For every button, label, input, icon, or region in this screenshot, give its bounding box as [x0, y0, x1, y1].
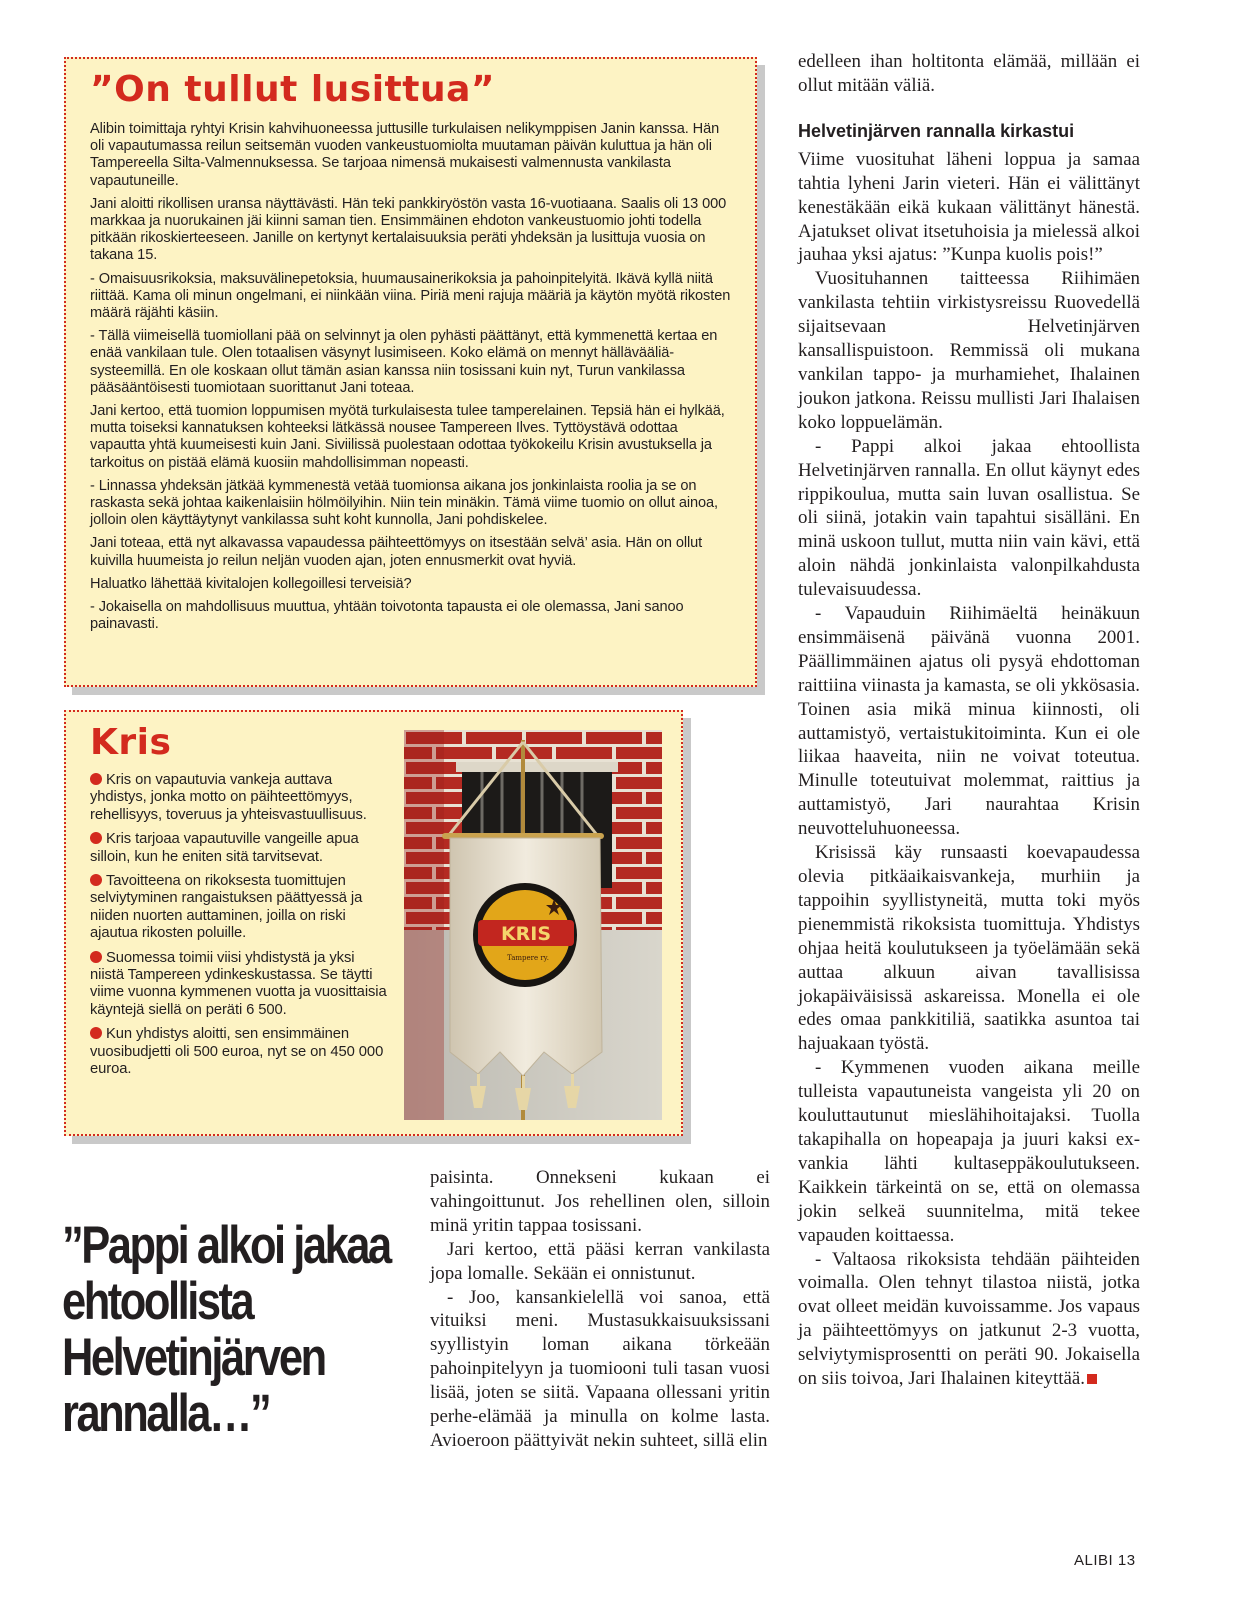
article-column-middle [430, 1166, 770, 1453]
article-subheading: Helvetinjärven rannalla kirkastui [798, 120, 1075, 141]
pull-quote: ”Pappi alkoi jakaa ehtoollista Helvetinjärven rannalla…” [62, 1216, 390, 1443]
interview-paragraph: - Omaisuusrikoksia, maksuvälinepetoksia, huumausainerikoksia ja pahoinpitelyitä. Ikävä kyllä niitä riittää. Kama oli minun ongelmani, ei niinkään viina. Piriä meni rajuja määriä ja käytön myötä rikosten määrä räjähti käsiin. [90, 270, 731, 322]
interview-paragraph: - Linnassa yhdeksän jätkää kymmenestä vetää tuomionsa aikana jos jonkinlaista roolia ja se on raskasta sekä johtaa kaikenlaisiin hölmöilyihin. Niin tein minäkin. Tämä viime tuomio on ollut ainoa, jolloin olen käyttäytynyt vankilassa suht koht kunnolla, Jani pohdiskelee. [90, 477, 719, 529]
interview-paragraph: Alibin toimittaja ryhtyi Krisin kahvihuoneessa juttusille turkulaisen nelikymppisen Janin kanssa. Hän oli vapautumassa reilun seitsemän vuoden vankeustuomiolta muutaman päivän kuluttua ja hän oli Tampereella Silta-Valmennuksessa. Se tarjoaa nimensä mukaisesti valmennusta vankilasta vapautuneille. [90, 121, 720, 189]
interview-paragraph: - Tällä viimeisellä tuomiollani pää on selvinnyt ja olen pyhästi päättänyt, että kymmenettä kertaa en enää vankilaan tule. Olen totaalisen väsynyt lusimiseen. Koko elämä on mennyt hällävääliä-systeemillä. En ole koskaan ollut tämän asian kanssa niin tosissani kuin nyt, Turun vankilassa pääsääntöisesti tuomiotaan suorittanut Jani toteaa. [90, 328, 718, 396]
pennant-logo-text: KRIS [500, 923, 552, 945]
article-paragraph: - Kymmenen vuoden aikana meille tulleista vapautuneista vangeista yli 20 on kouluttautunut mieslähihoitajaksi. Tuolla takapihalla on hopeapaja ja juuri kaksi ex-vankia lähti kultaseppäkoulutukseen. Kaikkein tärkeintä on se, että on olemassa jokin selkeä suunnitelma, mitä tekee vapauden koittaessa. [798, 1057, 1140, 1246]
article-column-right [798, 50, 1140, 1391]
article-paragraph: Jari kertoo, että pääsi kerran vankilasta jopa lomalle. Sekään ei onnistunut. [430, 1238, 770, 1284]
kris-fact-item: Suomessa toimii viisi yhdistystä ja yksi niistä Tampereen ydinkeskustassa. Se täytti viime vuonna kymmenen vuotta ja vuosittaisia käyntejä siellä on peräti 6 500. [90, 949, 387, 1018]
kris-fact-item: Kun yhdistys aloitti, sen ensimmäinen vuosibudjetti oli 500 euroa, nyt se on 450 000 euroa. [90, 1026, 384, 1078]
interview-box [64, 57, 757, 687]
article-paragraph: edelleen ihan holtitonta elämää, millään ei ollut mitään väliä. [798, 51, 1140, 96]
article-paragraph: paisinta. Onnekseni kukaan ei vahingoittunut. Jos rehellinen olen, silloin minä yritin tappaa tosissani. [430, 1167, 770, 1236]
bullet-dot-icon [90, 832, 102, 844]
kris-headline: Kris [90, 722, 172, 763]
article-paragraph: - Vapauduin Riihimäeltä heinäkuun ensimmäisenä päivänä vuonna 2001. Päällimmäinen ajatus oli pysyä ehdottoman raittiina viinasta ja kamasta, se oli ykkösasia. Toinen asia mikä minua kiinnosti, oli auttamistyö, vertaistukitoiminta. Kun ei ole liikaa haaveita, niin ne voivat toteutua. Minulle toteutuivat molemmat, raittius ja auttamistyö, Jari naurahtaa Krisin neuvotteluhuoneessa. [798, 603, 1140, 840]
article-paragraph: Vuosituhannen taitteessa Riihimäen vankilasta tehtiin virkistysreissu Ruovedellä sijaitsevaan Helvetinjärven kansallispuistoon. Remmissä oli mukana vankilan tappo- ja murhamiehet, Ihalainen joukon jatkona. Reissu mullisti Jari Ihalaisen koko loppuelämän. [798, 268, 1140, 433]
article-paragraph: - Joo, kansankielellä voi sanoa, että vituiksi meni. Mustasukkaisuuksissani syyllistyin loman aikana törkeään pahoinpitelyyn ja tuomiooni tuli tasan vuosi lisää, joten se siitä. Vapaana ollessani yritin perhe-elämää ja minulla on kolme lasta. Avioeroon päättyivät nekin suhteet, sillä elin [430, 1286, 770, 1451]
kris-fact-item: Kris tarjoaa vapautuville vangeille apua silloin, kun he eniten sitä tarvitsevat. [90, 831, 359, 865]
interview-body [90, 121, 731, 633]
bullet-dot-icon [90, 1027, 102, 1039]
article-paragraph: Viime vuosituhat läheni loppua ja samaa tahtia lyheni Jarin vieteri. Hän ei välittänyt kenestäkään eikä kukaan välittänyt hänestä. Ajatukset olivat itsetuhoisia ja mielessä alkoi jauhaa yksi ajatus: ”Kunpa kuolis pois!” [798, 148, 1140, 266]
page-number: ALIBI 13 [1074, 1552, 1136, 1569]
interview-paragraph: Jani aloitti rikollisen uransa näyttävästi. Hän teki pankkiryöstön vasta 16-vuotiaana. Saalis oli 13 000 markkaa ja nuorukainen jäi kiinni saman tien. Ensimmäinen ehdoton vankeustuomio johti todella pitkään rikoskierteeseen. Janille on kertynyt kertalaisuuksia peräti yhdeksän ja lusittuja vuosia on takana 15. [90, 195, 727, 264]
bullet-dot-icon [90, 773, 102, 785]
interview-paragraph: Haluatko lähettää kivitalojen kollegoillesi terveisiä? [90, 575, 412, 592]
article-paragraph: - Valtaosa rikoksista tehdään päihteiden voimalla. Olen tehnyt tilastoa niistä, jotka ovat olleet meidän kuvoissamme. Jos vapaus ja päihteettömyys on jatkunut 2-3 vuotta, selviytymisprosentti on peräti 90. Jokaisella on siis toivoa, Jari Ihalainen kiteyttää. [798, 1248, 1140, 1390]
bullet-dot-icon [90, 951, 102, 963]
kris-fact-item: Kris on vapautuvia vankeja auttava yhdistys, jonka motto on päihteettömyys, rehellisyys, toveruus ja yhteisvastuullisuus. [90, 772, 367, 823]
kris-pennant-photo [404, 730, 662, 1120]
article-paragraph: Krisissä käy runsaasti koevapaudessa olevia pitkäaikaisvankeja, murhiin ja tappoihin syyllistyneitä, mutta toki myös pienemmistä rikoksista tuomittuja. Yhdistys ohjaa heitä koulutukseen ja työelämään sekä auttaa alkuun aivan tavallisissa jokapäiväisissä askareissa. Monella ei ole edes omaa pankkitiliä, saatikka asuntoa tai hajuakaan työstä. [798, 842, 1140, 1055]
kris-fact-box [64, 710, 683, 1136]
interview-paragraph: - Jokaisella on mahdollisuus muuttua, yhtään toivotonta tapausta ei ole olemassa, Jani sanoo painavasti. [90, 599, 684, 633]
bullet-dot-icon [90, 874, 102, 886]
kris-fact-item: Tavoitteena on rikoksesta tuomittujen selviytyminen rangaistuksen päättyessä ja niiden nuorten auttaminen, joilla on riski ajautua rikosten poluille. [90, 873, 363, 942]
interview-paragraph: Jani kertoo, että tuomion loppumisen myötä turkulaisesta tulee tamperelainen. Tepsiä hän ei hylkää, mutta toiseksi kannatuksen kohteeksi lätkässä nousee Tampereen Ilves. Tyttöystävä odottaa vapautta yhtä kuumeisesti kuin Jani. Siviilissä puolestaan odottaa työkokeilu Krisin avustuksella ja tarkoitus on pistää elämä kuosiin mahdollisimman nopeasti. [90, 403, 725, 471]
pennant-logo-subtext: Tampere ry. [507, 954, 549, 962]
kris-facts [90, 720, 390, 1086]
interview-paragraph: Jani toteaa, että nyt alkavassa vapaudessa päihteettömyys on itsestään selvä’ asia. Hän on ollut kuivilla huumeista jo reilun neljän vuoden ajan, joten ennusmerkit ovat hyviä. [90, 535, 703, 569]
interview-headline: ”On tullut lusittua” [90, 69, 496, 110]
end-mark-icon [1087, 1374, 1097, 1384]
article-paragraph: - Pappi alkoi jakaa ehtoollista Helvetinjärven rannalla. En ollut käynyt edes rippikoulua, mutta sain luvan osallistua. Se oli siinä, jotakin vain tapahtui sisälläni. En minä uskoon tullut, mutta niin vain kävi, että aloin nähdä jonkinlaista valonpilkahdusta tulevaisuudessa. [798, 435, 1141, 601]
pennant-photo-illustration [404, 730, 662, 1120]
